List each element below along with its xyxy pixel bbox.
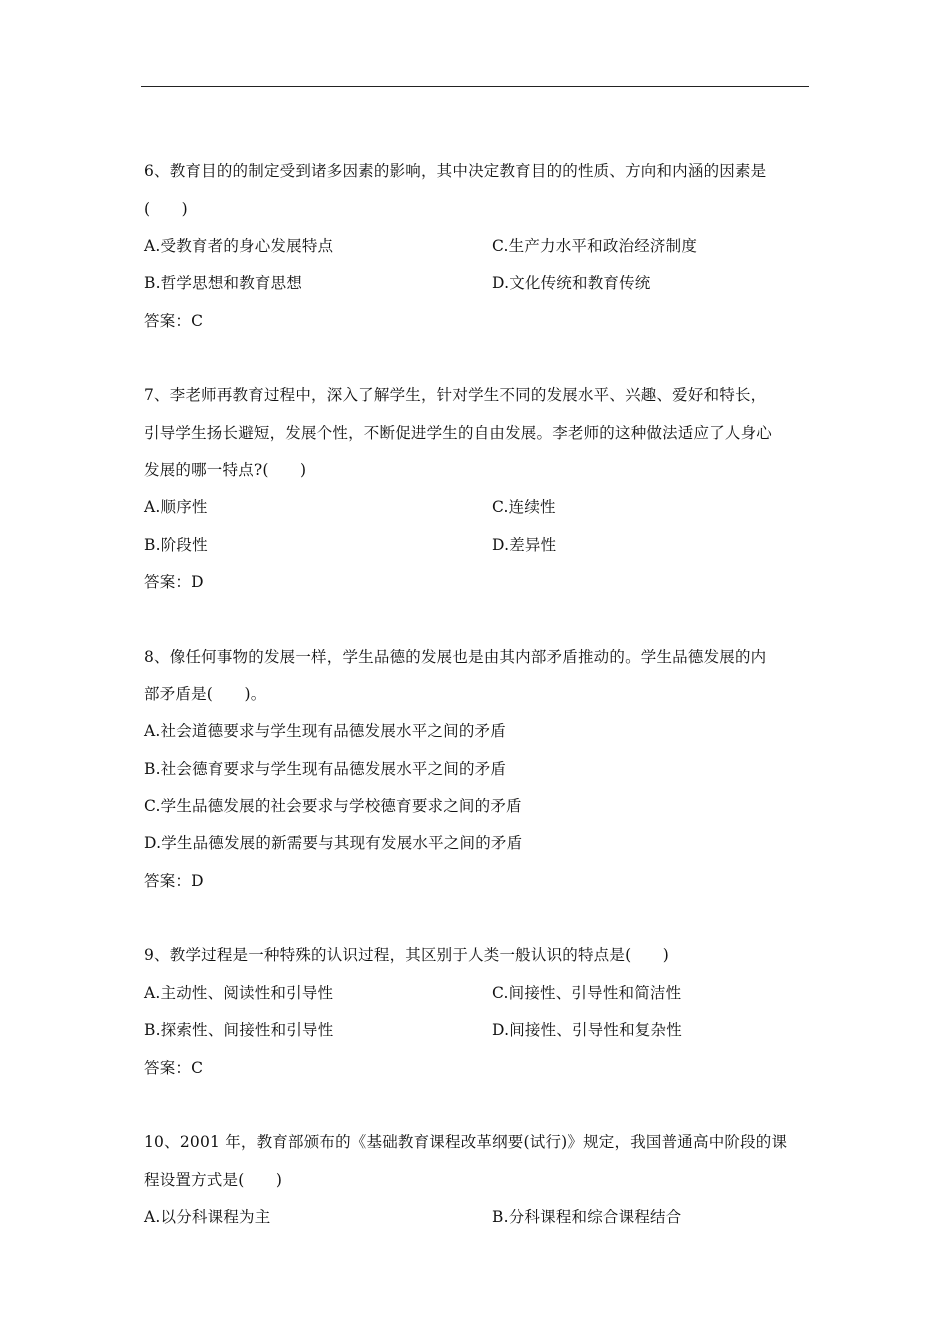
- header-rule: [141, 86, 809, 87]
- q9-stem-line-1: 9、教学过程是一种特殊的认识过程，其区别于人类一般认识的特点是( ): [144, 946, 669, 964]
- q7-option-a: A.顺序性: [144, 498, 208, 516]
- q6-stem-line-1: 6、教育目的的制定受到诸多因素的影响，其中决定教育目的的性质、方向和内涵的因素是: [144, 162, 767, 180]
- q7-answer: 答案：D: [144, 573, 204, 591]
- q6-answer: 答案：C: [144, 312, 204, 330]
- q9-answer: 答案：C: [144, 1059, 204, 1077]
- q8-option-b: B.社会德育要求与学生现有品德发展水平之间的矛盾: [144, 760, 507, 778]
- q10-option-a: A.以分科课程为主: [144, 1208, 271, 1226]
- q10-stem-line-1: 10、2001 年，教育部颁布的《基础教育课程改革纲要(试行)》规定，我国普通高中阶段的课: [144, 1133, 788, 1151]
- q8-option-c: C.学生品德发展的社会要求与学校德育要求之间的矛盾: [144, 797, 522, 815]
- q6-stem-line-2: ( ): [144, 200, 188, 218]
- q9-option-b: B.探索性、间接性和引导性: [144, 1021, 334, 1039]
- q7-stem-line-2: 引导学生扬长避短，发展个性，不断促进学生的自由发展。李老师的这种做法适应了人身心: [144, 424, 773, 442]
- q8-answer: 答案：D: [144, 872, 204, 890]
- q9-option-a: A.主动性、阅读性和引导性: [144, 984, 334, 1002]
- q8-stem-line-2: 部矛盾是( )。: [144, 685, 267, 703]
- q8-stem-line-1: 8、像任何事物的发展一样，学生品德的发展也是由其内部矛盾推动的。学生品德发展的内: [144, 648, 767, 666]
- q7-stem-line-3: 发展的哪一特点?( ): [144, 461, 307, 479]
- q8-option-d: D.学生品德发展的新需要与其现有发展水平之间的矛盾: [144, 834, 523, 852]
- q6-option-d: D.文化传统和教育传统: [492, 274, 651, 292]
- q7-stem-line-1: 7、李老师再教育过程中，深入了解学生，针对学生不同的发展水平、兴趣、爱好和特长，: [144, 386, 767, 404]
- q7-option-b: B.阶段性: [144, 536, 208, 554]
- q6-option-b: B.哲学思想和教育思想: [144, 274, 303, 292]
- q6-option-c: C.生产力水平和政治经济制度: [492, 237, 698, 255]
- q9-option-c: C.间接性、引导性和简洁性: [492, 984, 682, 1002]
- q6-option-a: A.受教育者的身心发展特点: [144, 237, 334, 255]
- q9-option-d: D.间接性、引导性和复杂性: [492, 1021, 682, 1039]
- q7-option-d: D.差异性: [492, 536, 557, 554]
- q7-option-c: C.连续性: [492, 498, 556, 516]
- q10-option-b: B.分科课程和综合课程结合: [492, 1208, 682, 1226]
- q10-stem-line-2: 程设置方式是( ): [144, 1171, 283, 1189]
- q8-option-a: A.社会道德要求与学生现有品德发展水平之间的矛盾: [144, 722, 506, 740]
